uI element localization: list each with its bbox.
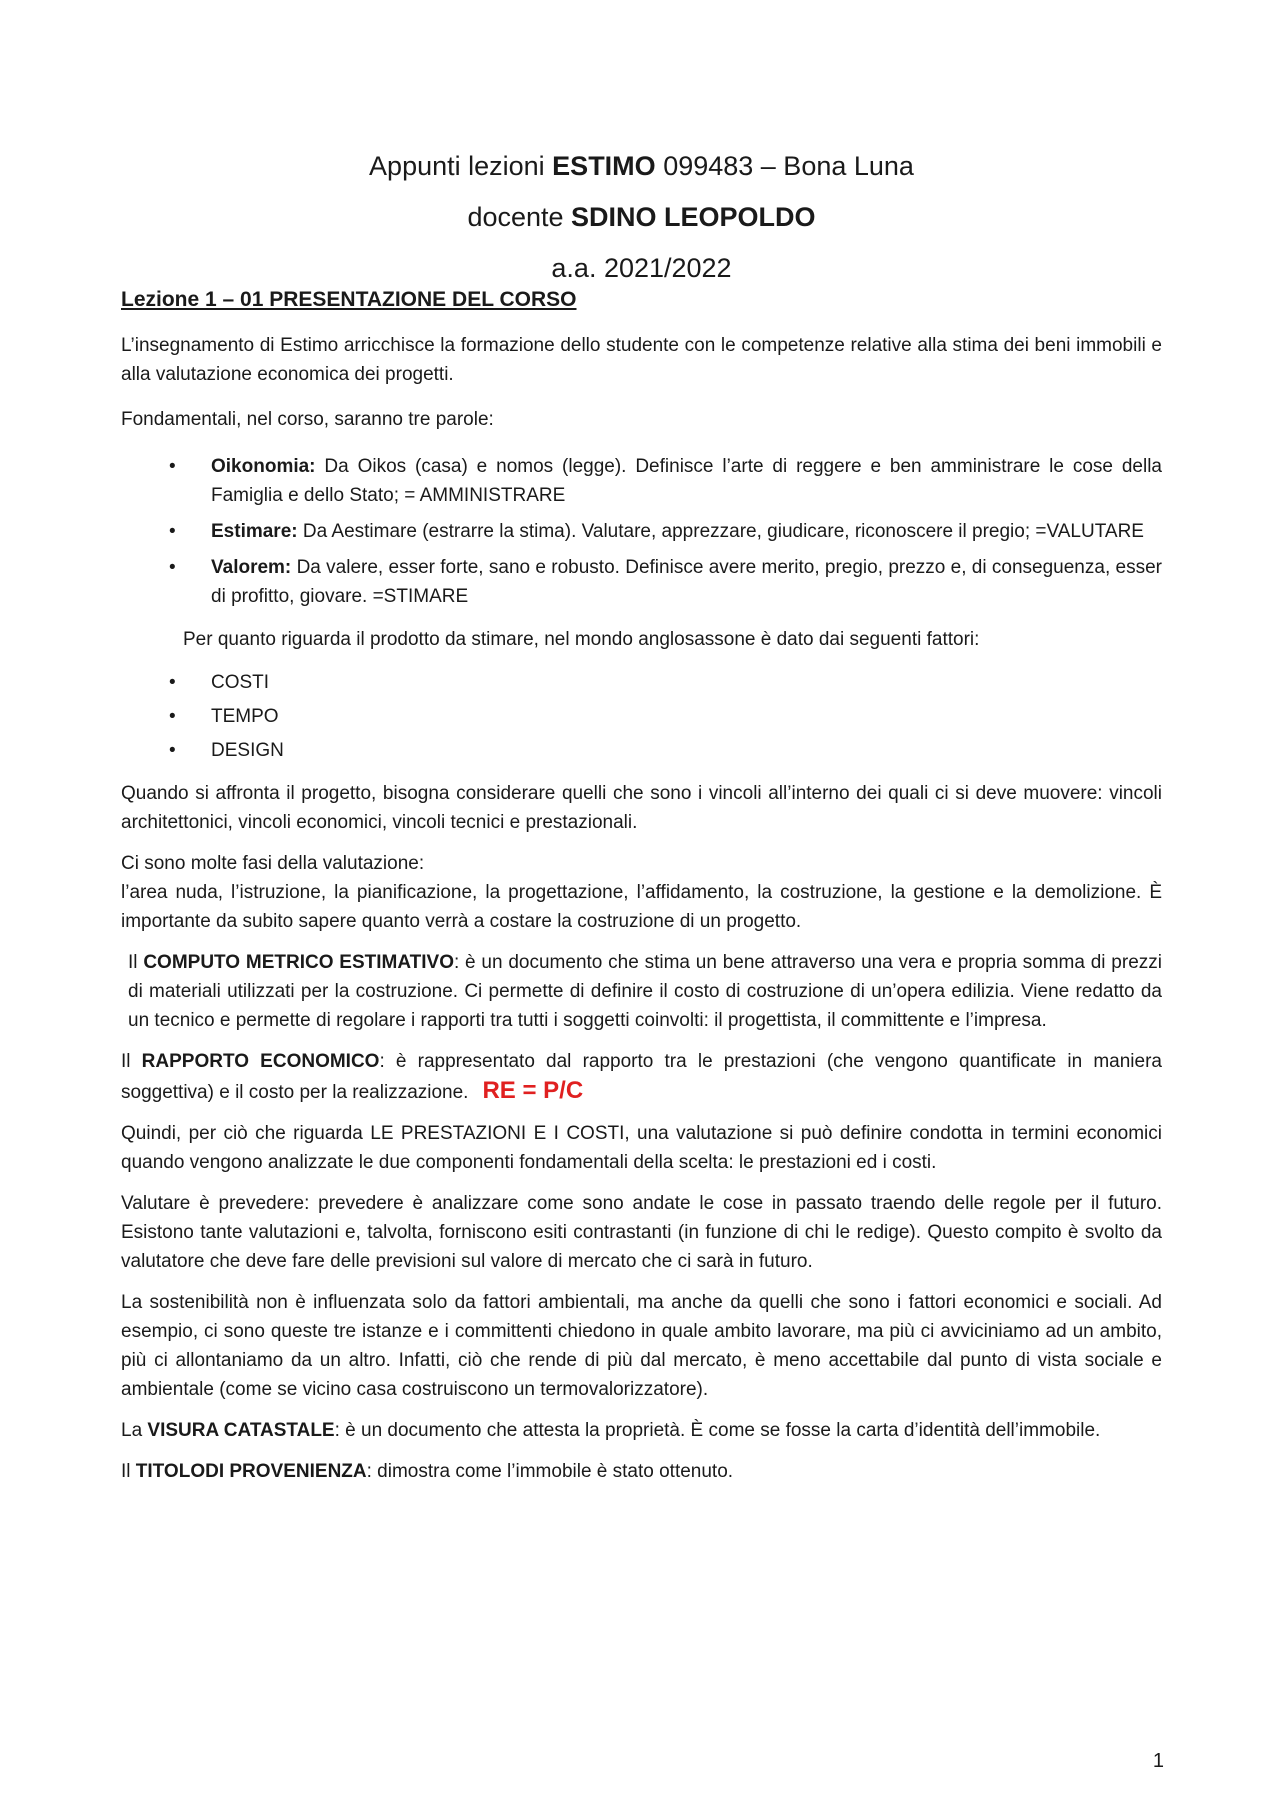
- product-intro: Per quanto riguarda il prodotto da stimare, nel mondo anglosassone è dato dai seguenti fattori:: [183, 629, 980, 650]
- list-item: • Oikonomia: Da Oikos (casa) e nomos (legge). Definisce l’arte di reggere e ben amministrare le cose della Famiglia e dello Stato; = AMMINISTRARE: [121, 452, 1162, 510]
- bullet-icon: •: [169, 740, 176, 761]
- intro-paragraph: L’insegnamento di Estimo arricchisce la formazione dello studente con le competenze relative alla stima dei beni immobili e alla valutazione economica dei progetti.: [121, 335, 1162, 385]
- bullet-icon: •: [169, 456, 176, 477]
- lesson-title: Lezione 1 – 01 PRESENTAZIONE DEL CORSO: [121, 288, 577, 311]
- list-item: • TEMPO: [121, 702, 1162, 731]
- list-item: • COSTI: [121, 668, 1162, 697]
- titolo-paragraph: Il TITOLODI PROVENIENZA: dimostra come l’immobile è stato ottenuto.: [121, 1461, 734, 1482]
- bullet-icon: •: [169, 557, 176, 578]
- computo-paragraph: Il COMPUTO METRICO ESTIMATIVO: è un documento che stima un bene attraverso una vera e propria somma di prezzi di materiali utilizzati per la costruzione. Ci permette di definire il costo di costruzione di un’opera edilizia. Viene redatto da un tecnico e permette di regolare i rapporti tra tutti i soggetti coinvolti: il progettista, il committente e l’impresa.: [128, 952, 1162, 1031]
- page-content: [121, 150, 1162, 1498]
- doc-title: Appunti lezioni ESTIMO 099483 – Bona Luna: [369, 151, 914, 181]
- page-number: 1: [1152, 1750, 1164, 1772]
- bullet-icon: •: [169, 706, 176, 727]
- bullet-icon: •: [169, 521, 176, 542]
- visura-paragraph: La VISURA CATASTALE: è un documento che attesta la proprietà. È come se fosse la carta d’identità dell’immobile.: [121, 1420, 1101, 1441]
- prestazioni-paragraph: Quindi, per ciò che riguarda LE PRESTAZIONI E I COSTI, una valutazione si può definire condotta in termini economici quando vengono analizzate le due componenti fondamentali della scelta: le prestazioni ed i costi.: [121, 1123, 1162, 1173]
- rapporto-paragraph: Il RAPPORTO ECONOMICO: è rappresentato dal rapporto tra le prestazioni (che vengono quantificate in maniera soggettiva) e il costo per la realizzazione. RE = P/C: [121, 1051, 1162, 1104]
- doc-teacher: docente SDINO LEOPOLDO: [467, 202, 816, 232]
- factors-list: [121, 668, 1162, 765]
- list-item: • Estimare: Da Aestimare (estrarre la stima). Valutare, apprezzare, giudicare, riconoscere il pregio; =VALUTARE: [121, 517, 1162, 546]
- phases-paragraph: Ci sono molte fasi della valutazione: l’area nuda, l’istruzione, la pianificazione, la progettazione, l’affidamento, la costruzione, la gestione e la demolizione. È importante da subito sapere quanto verrà a costare la costruzione di un progetto.: [121, 853, 1162, 932]
- doc-academic-year: a.a. 2021/2022: [551, 253, 732, 283]
- list-item: • Valorem: Da valere, esser forte, sano e robusto. Definisce avere merito, pregio, prezzo e, di conseguenza, esser di profitto, giovare. =STIMARE: [121, 553, 1162, 611]
- list-item: • DESIGN: [121, 736, 1162, 765]
- terms-list: [121, 452, 1162, 611]
- valutare-paragraph: Valutare è prevedere: prevedere è analizzare come sono andate le cose in passato traendo delle regole per il futuro. Esistono tante valutazioni e, talvolta, forniscono esiti contrastanti (in funzione di chi le redige). Questo compito è svolto da valutatore che deve fare delle previsioni sul valore di mercato che ci sarà in futuro.: [121, 1193, 1162, 1272]
- fundamentals-intro: Fondamentali, nel corso, saranno tre parole:: [121, 409, 494, 430]
- sostenibilita-paragraph: La sostenibilità non è influenzata solo da fattori ambientali, ma anche da quelli che sono i fattori economici e sociali. Ad esempio, ci sono queste tre istanze e i committenti chiedono in quale ambito lavorare, ma più ci avviciniamo ad un ambito, più ci allontaniamo da un altro. Infatti, ciò che rende di più dal mercato, è meno accettabile dal punto di vista sociale e ambientale (come se vicino casa costruiscono un termovalorizzatore).: [121, 1292, 1162, 1400]
- bullet-icon: •: [169, 672, 176, 693]
- formula-text: RE = P/C: [482, 1077, 584, 1104]
- constraints-paragraph: Quando si affronta il progetto, bisogna considerare quelli che sono i vincoli all’interno dei quali ci si deve muovere: vincoli architettonici, vincoli economici, vincoli tecnici e prestazionali.: [121, 783, 1162, 833]
